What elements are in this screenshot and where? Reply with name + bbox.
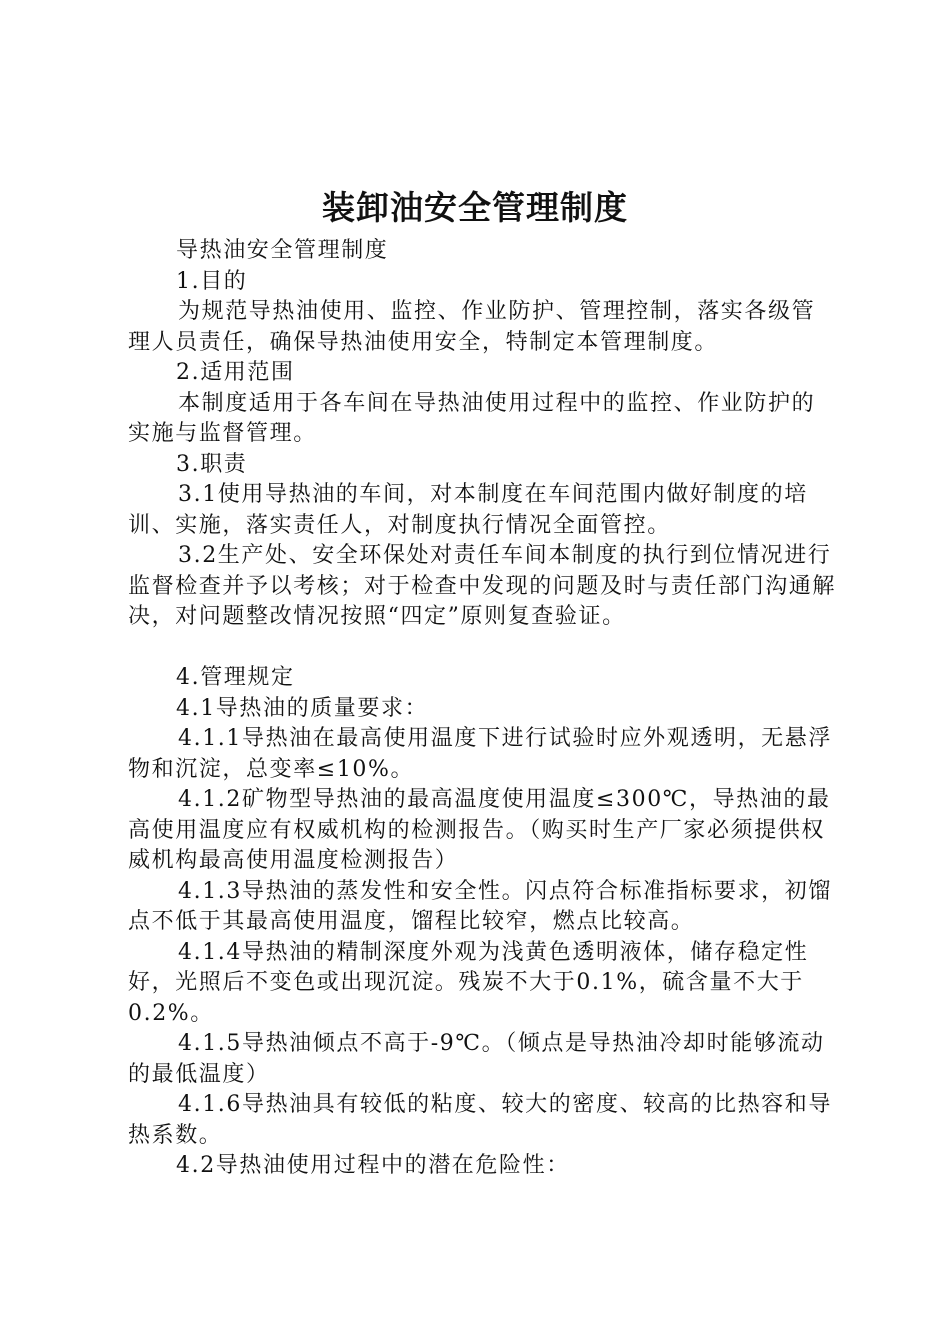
rule-paragraph-4-1-2: 4.1.2矿物型导热油的最高温度使用温度≤300℃，导热油的最高使用温度应有权威机构的检测报告。（购买时生产厂家必须提供权威机构最高使用温度检测报告） — [128, 787, 831, 873]
scope-paragraph: 本制度适用于各车间在导热油使用过程中的监控、作业防护的实施与监督管理。 — [128, 390, 816, 446]
rule-paragraph-4-1-1: 4.1.1导热油在最高使用温度下进行试验时应外观透明，无悬浮物和沉淀，总变率≤10%。 — [128, 726, 832, 782]
section-heading-purpose: 1.目的 — [176, 268, 248, 294]
blank-line — [128, 633, 838, 664]
section-heading-scope: 2.适用范围 — [176, 360, 295, 385]
rule-heading-4-1: 4.1导热油的质量要求： — [176, 695, 429, 721]
section-heading-rules: 4.管理规定 — [176, 665, 295, 690]
duty-paragraph-3-1: 3.1使用导热油的车间，对本制度在车间范围内做好制度的培训、实施，落实责任人，对制度执行情况全面管控。 — [128, 482, 808, 538]
purpose-paragraph: 为规范导热油使用、监控、作业防护、管理控制，落实各级管理人员责任，确保导热油使用安全，特制定本管理制度。 — [128, 299, 816, 355]
rule-paragraph-4-1-6: 4.1.6导热油具有较低的粘度、较大的密度、较高的比热容和导热系数。 — [128, 1092, 832, 1148]
section-heading-duties: 3.职责 — [176, 451, 248, 477]
subtitle-paragraph: 导热油安全管理制度 — [176, 238, 389, 263]
document-body — [128, 236, 838, 1182]
rule-heading-4-2: 4.2导热油使用过程中的潜在危险性： — [176, 1153, 570, 1178]
rule-paragraph-4-1-4: 4.1.4导热油的精制深度外观为浅黄色透明液体，储存稳定性好，光照后不变色或出现沉淀。残炭不大于0.1%，硫含量不大于0.2%。 — [128, 939, 809, 1026]
rule-paragraph-4-1-3: 4.1.3导热油的蒸发性和安全性。闪点符合标准指标要求，初馏点不低于其最高使用温度，馏程比较窄，燃点比较高。 — [128, 878, 832, 934]
rule-paragraph-4-1-5: 4.1.5导热油倾点不高于-9℃。（倾点是导热油冷却时能够流动的最低温度） — [128, 1031, 825, 1087]
duty-paragraph-3-2: 3.2生产处、安全环保处对责任车间本制度的执行到位情况进行监督检查并予以考核；对于检查中发现的问题及时与责任部门沟通解决，对问题整改情况按照“四定”原则复查验证。 — [128, 543, 837, 629]
document-title: 装卸油安全管理制度 — [322, 188, 628, 227]
